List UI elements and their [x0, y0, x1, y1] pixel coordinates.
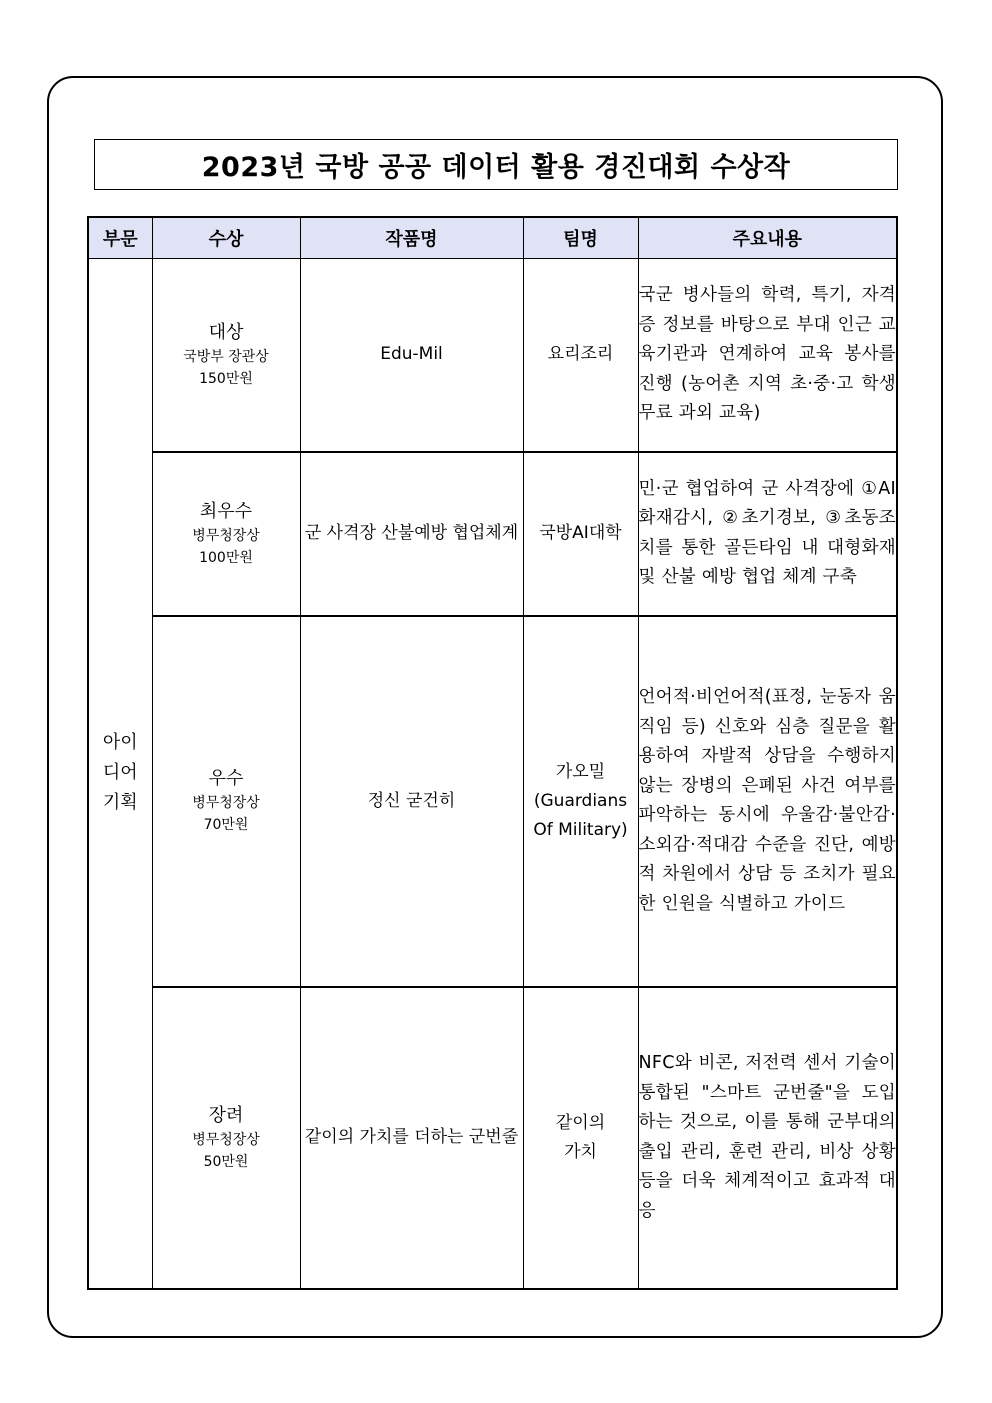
header-work-title: 작품명 — [300, 217, 523, 259]
table-row — [88, 259, 897, 452]
category-line: 기획 — [102, 792, 138, 814]
content-cell: 민·군 협업하여 군 사격장에 ①AI 화재감시, ②초기경보, ③초동조치를 통한 골든타임 내 대형화재 및 산불 예방 협업 체계 구축 — [638, 452, 897, 616]
category-line: 아이 — [102, 732, 138, 754]
award-prize: 150만원 — [199, 370, 253, 387]
document-title — [94, 139, 898, 190]
award-prize: 70만원 — [203, 817, 249, 833]
category-line: 디어 — [102, 762, 138, 784]
category-cell — [88, 259, 152, 1289]
award-prize: 50만원 — [203, 1153, 249, 1170]
work-title: 같이의 가치를 더하는 군번줄 — [300, 987, 523, 1289]
award-name: 장려 — [208, 1104, 244, 1126]
team-name: 같이의 — [555, 1112, 606, 1133]
team-cell — [523, 987, 638, 1289]
header-team: 팀명 — [523, 217, 638, 259]
title-text: 2023년 국방 공공 데이터 활용 경진대회 수상작 — [201, 152, 791, 183]
award-org: 국방부 장관상 — [183, 348, 269, 365]
award-cell — [152, 987, 300, 1289]
team-name: 요리조리 — [547, 344, 614, 365]
award-org: 병무청장상 — [192, 527, 260, 544]
award-prize: 100만원 — [199, 549, 253, 566]
award-name: 최우수 — [199, 500, 253, 522]
header-award: 수상 — [152, 217, 300, 259]
content-cell: 언어적·비언어적(표정, 눈동자 움직임 등) 신호와 심층 질문을 활용하여 자발적 상담을 수행하지 않는 장병의 은폐된 사건 여부를 파악하는 동시에 우울감·불안감·소외감·적대감 수준을 진단, 예방적 차원에서 상담 등 조치가 필요한 인원을 식별하고 가이드 — [638, 616, 897, 987]
team-name: Of Military) — [533, 819, 628, 840]
award-cell — [152, 452, 300, 616]
content-cell: 국군 병사들의 학력, 특기, 자격증 정보를 바탕으로 부대 인근 교육기관과 연계하여 교육 봉사를 진행 (농어촌 지역 초·중·고 학생 무료 과외 교육) — [638, 259, 897, 452]
table-row — [88, 616, 897, 987]
award-cell — [152, 259, 300, 452]
content-cell: NFC와 비콘, 저전력 센서 기술이 통합된 "스마트 군번줄"을 도입하는 것으로, 이를 통해 군부대의 출입 관리, 훈련 관리, 비상 상황 등을 더욱 체계적이고 효과적 대응 — [638, 987, 897, 1289]
table-row — [88, 452, 897, 616]
team-name: 가오밀 — [555, 761, 606, 782]
team-cell — [523, 452, 638, 616]
award-cell — [152, 616, 300, 987]
award-name: 대상 — [208, 321, 244, 343]
team-name: (Guardians — [533, 790, 628, 811]
awards-table — [87, 216, 898, 1290]
award-org: 병무청장상 — [192, 795, 260, 811]
header-content: 주요내용 — [638, 217, 897, 259]
header-category: 부문 — [88, 217, 152, 259]
table-row — [88, 987, 897, 1289]
team-name: 가치 — [564, 1141, 597, 1162]
work-title: 정신 굳건히 — [300, 616, 523, 987]
award-org: 병무청장상 — [192, 1131, 260, 1148]
award-name: 우수 — [208, 768, 244, 789]
work-title: 군 사격장 산불예방 협업체계 — [300, 452, 523, 616]
work-title: Edu-Mil — [300, 259, 523, 452]
team-cell — [523, 616, 638, 987]
table-header-row — [88, 217, 897, 259]
team-name: 국방AI대학 — [539, 523, 622, 543]
team-cell — [523, 259, 638, 452]
